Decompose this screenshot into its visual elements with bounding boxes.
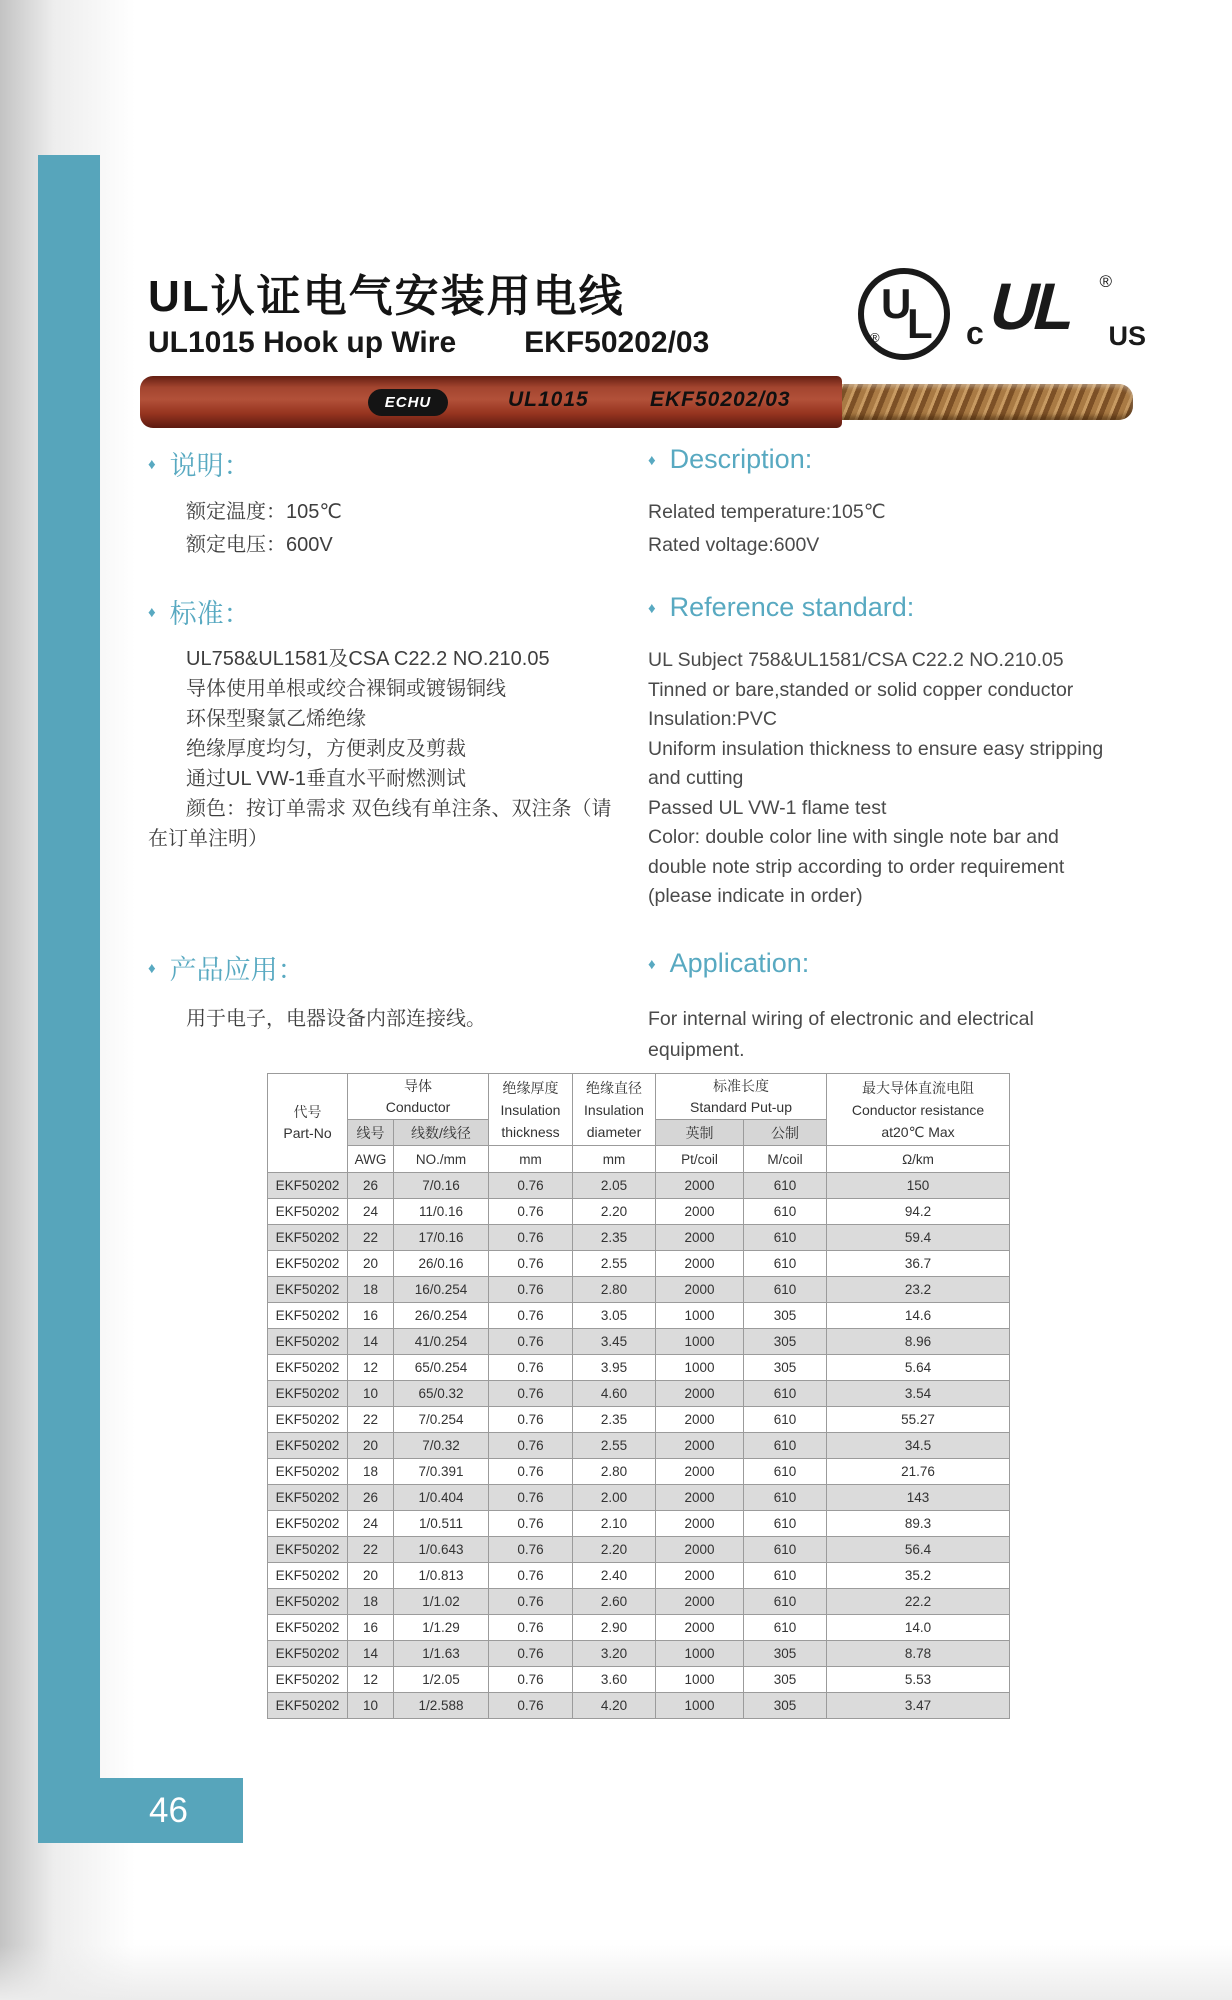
text-line: Tinned or bare,standed or solid copper conductor	[648, 678, 1074, 701]
table-cell: 11/0.16	[394, 1199, 489, 1225]
table-cell: 16/0.254	[394, 1277, 489, 1303]
table-cell: 0.76	[489, 1589, 573, 1615]
table-row	[268, 1485, 1010, 1511]
heading-text: 产品应用：	[169, 955, 305, 985]
section-heading-std-cn	[148, 592, 251, 631]
col-header-diameter	[573, 1074, 656, 1146]
table-cell: EKF50202	[268, 1225, 348, 1251]
text-line: 通过UL VW-1垂直水平耐燃测试	[186, 768, 467, 790]
table-cell: EKF50202	[268, 1693, 348, 1719]
table-cell: 1/1.29	[394, 1615, 489, 1641]
table-cell: 610	[744, 1511, 827, 1537]
table-cell: EKF50202	[268, 1381, 348, 1407]
table-cell: 2.80	[573, 1277, 656, 1303]
table-cell: 0.76	[489, 1667, 573, 1693]
table-cell: 24	[348, 1511, 394, 1537]
table-row	[268, 1381, 1010, 1407]
ul-logo-l: L	[907, 300, 933, 347]
table-row	[268, 1355, 1010, 1381]
page-title: UL认证电气安装用电线	[148, 272, 625, 321]
part-code: EKF50202/03	[524, 326, 710, 359]
table-cell: 610	[744, 1485, 827, 1511]
table-cell: 610	[744, 1251, 827, 1277]
text-line: at20℃ Max	[881, 1123, 955, 1140]
table-cell: EKF50202	[268, 1433, 348, 1459]
table-cell: 0.76	[489, 1485, 573, 1511]
table-cell: 21.76	[827, 1459, 1010, 1485]
text-line: Rated voltage:600V	[648, 534, 820, 556]
culus-c: c	[966, 315, 984, 351]
table-cell: 4.20	[573, 1693, 656, 1719]
table-cell: 24	[348, 1199, 394, 1225]
culus-mark: UL	[982, 269, 1082, 343]
text-line: 导体使用单根或绞合裸铜或镀锡铜线	[186, 678, 506, 700]
table-cell: 12	[348, 1667, 394, 1693]
text-line: 额定电压：600V	[186, 534, 333, 556]
table-cell: 0.76	[489, 1173, 573, 1199]
echu-brand-logo: ECHU	[368, 389, 448, 416]
table-cell: 41/0.254	[394, 1329, 489, 1355]
wire-print-partcode: EKF50202/03	[650, 388, 791, 411]
table-row	[268, 1251, 1010, 1277]
table-cell: 65/0.254	[394, 1355, 489, 1381]
table-cell: 610	[744, 1589, 827, 1615]
unit-awg: AWG	[348, 1146, 394, 1173]
table-cell: 610	[744, 1173, 827, 1199]
diamond-bullet-icon: ♦	[648, 600, 656, 617]
text-line: 标准长度	[713, 1077, 769, 1094]
table-cell: 14	[348, 1329, 394, 1355]
table-cell: 305	[744, 1303, 827, 1329]
table-row	[268, 1589, 1010, 1615]
text-line: diameter	[586, 1123, 642, 1140]
heading-text: 标准：	[169, 599, 251, 629]
table-cell: 2000	[656, 1485, 744, 1511]
unit-ohmkm: Ω/km	[827, 1146, 1010, 1173]
table-cell: 610	[744, 1225, 827, 1251]
table-cell: 34.5	[827, 1433, 1010, 1459]
spec-table-body	[268, 1173, 1010, 1719]
table-cell: 55.27	[827, 1407, 1010, 1433]
table-cell: 610	[744, 1199, 827, 1225]
table-cell: 2000	[656, 1277, 744, 1303]
table-cell: 0.76	[489, 1199, 573, 1225]
table-cell: 22.2	[827, 1589, 1010, 1615]
table-cell: 0.76	[489, 1511, 573, 1537]
diamond-bullet-icon: ♦	[148, 456, 156, 473]
table-cell: 2.20	[573, 1199, 656, 1225]
text-line: Related temperature:105℃	[648, 501, 886, 523]
heading-text: Reference standard:	[669, 592, 915, 622]
table-cell: 0.76	[489, 1251, 573, 1277]
table-cell: 1/0.511	[394, 1511, 489, 1537]
col-subheader-imperial: 英制	[656, 1120, 744, 1146]
std-cn-body	[148, 644, 612, 854]
table-cell: 22	[348, 1225, 394, 1251]
table-cell: 2.40	[573, 1563, 656, 1589]
table-cell: 26	[348, 1173, 394, 1199]
table-cell: 0.76	[489, 1563, 573, 1589]
std-en-body	[648, 646, 1103, 912]
table-cell: 2000	[656, 1407, 744, 1433]
table-cell: 610	[744, 1433, 827, 1459]
table-row	[268, 1407, 1010, 1433]
table-cell: 3.20	[573, 1641, 656, 1667]
text-line: equipment.	[648, 1039, 745, 1061]
page-subtitle	[148, 326, 709, 360]
table-cell: 2000	[656, 1511, 744, 1537]
section-heading-app-en	[648, 948, 809, 979]
table-cell: 2.80	[573, 1459, 656, 1485]
table-cell: 8.96	[827, 1329, 1010, 1355]
table-cell: 305	[744, 1355, 827, 1381]
text-line: Part-No	[283, 1125, 332, 1141]
table-cell: 35.2	[827, 1563, 1010, 1589]
diamond-bullet-icon: ♦	[648, 956, 656, 973]
table-cell: 2.00	[573, 1485, 656, 1511]
table-cell: EKF50202	[268, 1485, 348, 1511]
table-row	[268, 1615, 1010, 1641]
table-cell: 2.55	[573, 1433, 656, 1459]
table-cell: 3.60	[573, 1667, 656, 1693]
table-cell: 610	[744, 1277, 827, 1303]
table-cell: 1/2.588	[394, 1693, 489, 1719]
table-cell: 2000	[656, 1433, 744, 1459]
culus-us: US	[1108, 321, 1146, 351]
table-cell: 0.76	[489, 1303, 573, 1329]
table-cell: EKF50202	[268, 1511, 348, 1537]
table-row	[268, 1277, 1010, 1303]
table-cell: 3.05	[573, 1303, 656, 1329]
table-cell: 1/1.63	[394, 1641, 489, 1667]
col-subheader-metric: 公制	[744, 1120, 827, 1146]
table-cell: 2.55	[573, 1251, 656, 1277]
table-cell: 14	[348, 1641, 394, 1667]
wire-insulation	[140, 376, 842, 428]
table-cell: 2000	[656, 1225, 744, 1251]
table-row	[268, 1433, 1010, 1459]
table-cell: 5.53	[827, 1667, 1010, 1693]
table-cell: EKF50202	[268, 1459, 348, 1485]
text-line: 用于电子，电器设备内部连接线。	[186, 1008, 486, 1030]
registered-symbol: ®	[1099, 272, 1112, 291]
table-cell: 1000	[656, 1693, 744, 1719]
text-line: Insulation	[500, 1101, 561, 1118]
table-cell: 12	[348, 1355, 394, 1381]
table-cell: 65/0.32	[394, 1381, 489, 1407]
col-header-resistance	[827, 1074, 1010, 1146]
table-cell: 26/0.254	[394, 1303, 489, 1329]
table-row	[268, 1303, 1010, 1329]
table-cell: 94.2	[827, 1199, 1010, 1225]
table-cell: 2.10	[573, 1511, 656, 1537]
table-cell: 305	[744, 1641, 827, 1667]
table-cell: 0.76	[489, 1459, 573, 1485]
table-cell: EKF50202	[268, 1329, 348, 1355]
text-line: Standard Put-up	[690, 1098, 792, 1115]
table-cell: 36.7	[827, 1251, 1010, 1277]
table-cell: 20	[348, 1563, 394, 1589]
heading-text: Application:	[669, 948, 810, 978]
table-cell: 20	[348, 1433, 394, 1459]
table-cell: 305	[744, 1667, 827, 1693]
table-cell: 0.76	[489, 1355, 573, 1381]
table-cell: 2000	[656, 1173, 744, 1199]
product-name: UL1015 Hook up Wire	[148, 326, 457, 359]
table-cell: 2.05	[573, 1173, 656, 1199]
section-heading-desc-cn	[148, 444, 251, 483]
table-cell: 7/0.16	[394, 1173, 489, 1199]
text-line: double note strip according to order requirement	[648, 855, 1065, 878]
text-line: Conductor	[385, 1098, 451, 1115]
table-cell: 610	[744, 1563, 827, 1589]
table-cell: 16	[348, 1615, 394, 1641]
col-header-conductor	[348, 1074, 489, 1120]
table-cell: 0.76	[489, 1433, 573, 1459]
table-cell: 610	[744, 1381, 827, 1407]
table-cell: 17/0.16	[394, 1225, 489, 1251]
table-cell: 143	[827, 1485, 1010, 1511]
table-cell: EKF50202	[268, 1277, 348, 1303]
table-cell: 0.76	[489, 1381, 573, 1407]
table-cell: 2.35	[573, 1225, 656, 1251]
table-cell: EKF50202	[268, 1615, 348, 1641]
text-line: UL758&UL1581及CSA C22.2 NO.210.05	[186, 648, 550, 670]
table-cell: 89.3	[827, 1511, 1010, 1537]
table-cell: EKF50202	[268, 1589, 348, 1615]
text-line: 绝缘厚度均匀，方便剥皮及剪裁	[186, 738, 466, 760]
table-cell: 2000	[656, 1381, 744, 1407]
table-cell: 0.76	[489, 1277, 573, 1303]
table-cell: 23.2	[827, 1277, 1010, 1303]
col-subheader-wireno: 线号	[348, 1120, 394, 1146]
col-header-putup	[656, 1074, 827, 1120]
table-cell: 7/0.32	[394, 1433, 489, 1459]
registered-symbol: ®	[870, 330, 880, 345]
table-cell: 305	[744, 1693, 827, 1719]
table-row	[268, 1199, 1010, 1225]
text-line: Passed UL VW-1 flame test	[648, 796, 887, 819]
table-cell: 2000	[656, 1589, 744, 1615]
diamond-bullet-icon: ♦	[648, 452, 656, 469]
table-cell: EKF50202	[268, 1355, 348, 1381]
table-cell: 3.45	[573, 1329, 656, 1355]
unit-nomm: NO./mm	[394, 1146, 489, 1173]
table-cell: 1000	[656, 1303, 744, 1329]
table-cell: 14.0	[827, 1615, 1010, 1641]
text-line: 代号	[293, 1104, 322, 1120]
sidebar-accent-bar	[38, 155, 100, 1843]
section-heading-desc-en	[648, 444, 812, 475]
table-cell: EKF50202	[268, 1173, 348, 1199]
table-cell: 1000	[656, 1329, 744, 1355]
table-cell: 1/0.404	[394, 1485, 489, 1511]
table-cell: 1/1.02	[394, 1589, 489, 1615]
text-line: Color: double color line with single note bar and	[648, 826, 1059, 848]
table-row	[268, 1225, 1010, 1251]
table-cell: 2000	[656, 1251, 744, 1277]
ul-listed-logo-icon	[858, 268, 950, 360]
table-cell: 18	[348, 1589, 394, 1615]
ul-logo-u: U	[881, 280, 912, 327]
table-cell: 4.60	[573, 1381, 656, 1407]
table-cell: EKF50202	[268, 1641, 348, 1667]
cul-us-recognized-logo-icon	[966, 269, 1146, 362]
table-cell: 20	[348, 1251, 394, 1277]
text-line: 绝缘厚度	[502, 1079, 559, 1096]
app-en-body	[648, 1004, 1034, 1066]
table-cell: EKF50202	[268, 1303, 348, 1329]
table-cell: 2.35	[573, 1407, 656, 1433]
table-cell: EKF50202	[268, 1251, 348, 1277]
table-row	[268, 1329, 1010, 1355]
table-cell: 3.54	[827, 1381, 1010, 1407]
table-cell: EKF50202	[268, 1537, 348, 1563]
table-cell: 10	[348, 1381, 394, 1407]
table-row	[268, 1173, 1010, 1199]
table-cell: 0.76	[489, 1329, 573, 1355]
table-cell: 1/2.05	[394, 1667, 489, 1693]
table-cell: 2000	[656, 1537, 744, 1563]
col-subheader-strands: 线数/线径	[394, 1120, 489, 1146]
table-cell: 14.6	[827, 1303, 1010, 1329]
table-cell: 7/0.391	[394, 1459, 489, 1485]
table-cell: 26	[348, 1485, 394, 1511]
text-line: For internal wiring of electronic and electrical	[648, 1008, 1034, 1030]
page-number	[38, 1778, 243, 1843]
table-cell: 1/0.813	[394, 1563, 489, 1589]
text-line: (please indicate in order)	[648, 885, 863, 907]
text-line: 额定温度：105℃	[186, 501, 342, 523]
table-cell: 150	[827, 1173, 1010, 1199]
table-row	[268, 1459, 1010, 1485]
text-line: Uniform insulation thickness to ensure easy stripping	[648, 737, 1104, 760]
table-cell: 2000	[656, 1459, 744, 1485]
table-cell: 610	[744, 1459, 827, 1485]
text-line: 颜色：按订单需求 双色线有单注条、双注条（请	[186, 798, 612, 820]
text-line: Conductor resistance	[851, 1101, 985, 1118]
table-cell: 26/0.16	[394, 1251, 489, 1277]
section-heading-app-cn	[148, 948, 305, 987]
table-cell: 610	[744, 1537, 827, 1563]
text-line: 绝缘直径	[586, 1079, 642, 1096]
table-row	[268, 1667, 1010, 1693]
table-cell: 16	[348, 1303, 394, 1329]
text-line: 导体	[404, 1077, 432, 1094]
text-line: 在订单注明）	[148, 828, 268, 850]
table-cell: 2.20	[573, 1537, 656, 1563]
section-heading-std-en	[648, 592, 914, 623]
table-cell: EKF50202	[268, 1199, 348, 1225]
unit-mm1: mm	[489, 1146, 573, 1173]
table-cell: 59.4	[827, 1225, 1010, 1251]
table-cell: 1/0.643	[394, 1537, 489, 1563]
col-header-thickness	[489, 1074, 573, 1146]
table-cell: 22	[348, 1537, 394, 1563]
unit-mm2: mm	[573, 1146, 656, 1173]
text-line: Insulation:PVC	[648, 708, 777, 730]
table-cell: 56.4	[827, 1537, 1010, 1563]
page-number-text: 46	[149, 1790, 188, 1830]
text-line: Insulation	[584, 1101, 644, 1118]
table-cell: 1000	[656, 1355, 744, 1381]
text-line: thickness	[501, 1123, 560, 1140]
spec-table	[267, 1073, 1010, 1719]
table-cell: 10	[348, 1693, 394, 1719]
text-line: 环保型聚氯乙烯绝缘	[186, 708, 366, 730]
table-cell: 2.60	[573, 1589, 656, 1615]
table-cell: 610	[744, 1407, 827, 1433]
table-cell: 3.95	[573, 1355, 656, 1381]
table-cell: 1000	[656, 1667, 744, 1693]
table-cell: 0.76	[489, 1537, 573, 1563]
table-cell: EKF50202	[268, 1667, 348, 1693]
desc-en-body	[648, 496, 886, 562]
table-cell: 610	[744, 1615, 827, 1641]
table-cell: 0.76	[489, 1693, 573, 1719]
table-row	[268, 1511, 1010, 1537]
table-row	[268, 1693, 1010, 1719]
table-cell: 0.76	[489, 1225, 573, 1251]
heading-text: Description:	[669, 444, 813, 474]
table-cell: 1000	[656, 1641, 744, 1667]
table-cell: EKF50202	[268, 1563, 348, 1589]
diamond-bullet-icon: ♦	[148, 960, 156, 977]
desc-cn-body	[148, 496, 342, 562]
page-bottom-gradient	[0, 1945, 1232, 2000]
table-cell: 5.64	[827, 1355, 1010, 1381]
table-row	[268, 1537, 1010, 1563]
col-header-partno	[268, 1074, 348, 1173]
app-cn-body	[148, 1004, 486, 1035]
text-line: and cutting	[648, 767, 744, 789]
table-cell: 2000	[656, 1615, 744, 1641]
table-row	[268, 1563, 1010, 1589]
text-line: UL Subject 758&UL1581/CSA C22.2 NO.210.05	[648, 649, 1064, 671]
text-line: 最大导体直流电阻	[862, 1079, 974, 1096]
table-cell: 18	[348, 1459, 394, 1485]
table-cell: 2000	[656, 1563, 744, 1589]
heading-text: 说明：	[169, 451, 251, 481]
diamond-bullet-icon: ♦	[148, 604, 156, 621]
table-cell: 2.90	[573, 1615, 656, 1641]
table-cell: 305	[744, 1329, 827, 1355]
wire-print-ul1015: UL1015	[508, 388, 589, 411]
table-cell: 3.47	[827, 1693, 1010, 1719]
table-cell: 0.76	[489, 1615, 573, 1641]
wire-product-image	[140, 376, 1135, 428]
unit-ptcoil: Pt/coil	[656, 1146, 744, 1173]
table-cell: 7/0.254	[394, 1407, 489, 1433]
table-cell: 0.76	[489, 1641, 573, 1667]
unit-mcoil: M/coil	[744, 1146, 827, 1173]
table-cell: EKF50202	[268, 1407, 348, 1433]
copper-strands	[830, 384, 1133, 420]
table-cell: 8.78	[827, 1641, 1010, 1667]
table-row	[268, 1641, 1010, 1667]
table-cell: 18	[348, 1277, 394, 1303]
table-cell: 22	[348, 1407, 394, 1433]
table-cell: 0.76	[489, 1407, 573, 1433]
table-cell: 2000	[656, 1199, 744, 1225]
